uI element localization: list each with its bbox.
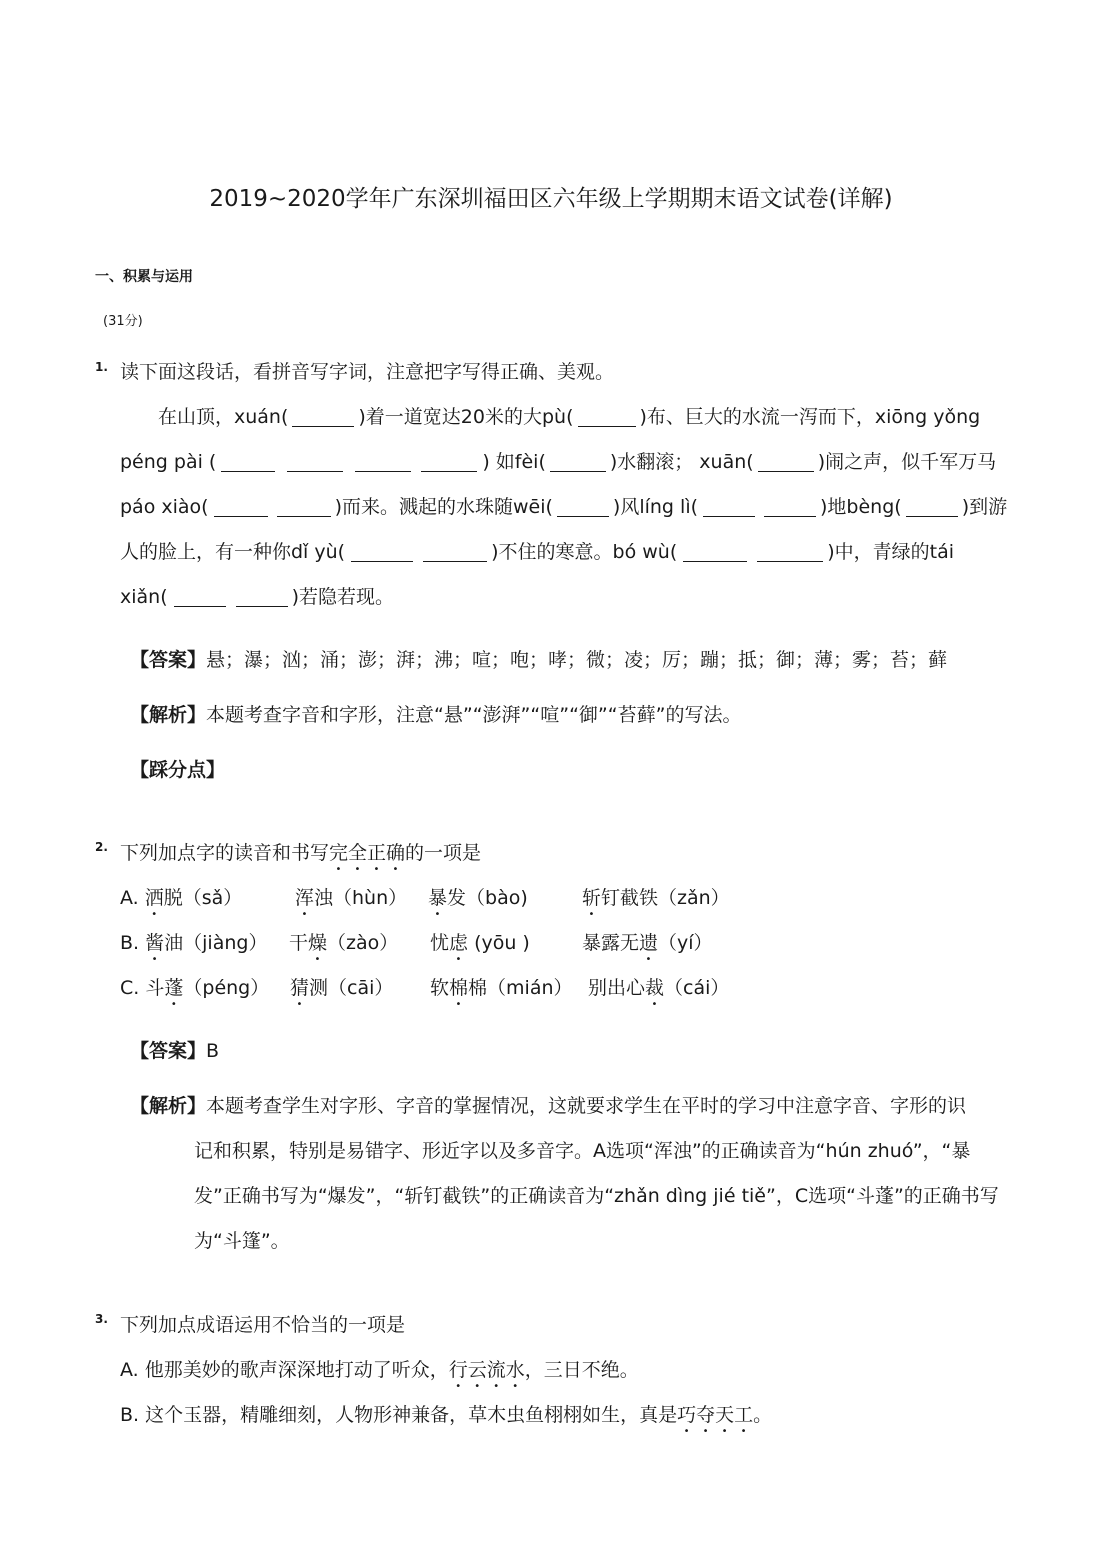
section-heading: 一、积累与运用 [95, 269, 193, 285]
option-b-item: 干燥（zào） [289, 932, 399, 954]
answer-blank[interactable] [221, 451, 275, 472]
answer-text: 悬；瀑；汹；涌；澎；湃；沸；喧；咆；哮；微；凌；厉；蹦；抵；御；薄；雾；苔；藓 [206, 649, 948, 671]
analysis-text: 本题考查字音和字形，注意“悬”“澎湃”“喧”“御”“苔藓”的写法。 [206, 704, 742, 726]
section-score: (31分) [103, 314, 143, 329]
answer-blank[interactable] [758, 451, 814, 472]
option-c: C. 斗蓬（péng） [120, 977, 270, 999]
option-a: A. 洒脱（sǎ） [120, 887, 243, 909]
question-prompt: 下列加点成语运用不恰当的一项是 [120, 1314, 406, 1336]
answer-blank[interactable] [236, 586, 288, 607]
scoring-points-label: 【踩分点】 [130, 759, 226, 781]
analysis-text: 本题考查学生对字形、字音的掌握情况，这就要求学生在平时的学习中注意字音、字形的识 [206, 1095, 967, 1117]
answer-line [130, 1036, 219, 1066]
answer-blank[interactable] [557, 496, 609, 517]
passage-line-5: xiǎn( )若隐若现。 [120, 586, 395, 608]
question-number: 3. [95, 1312, 108, 1326]
question-prompt: 读下面这段话，看拼音写字词，注意把字写得正确、美观。 [120, 361, 615, 383]
analysis-text: 记和积累，特别是易错字、形近字以及多音字。A选项“浑浊”的正确读音为“hún zhuó”，“暴 [194, 1140, 971, 1162]
option-b-item: 忧虑 (yōu ) [430, 932, 530, 954]
option-a-item: 暴发（bào) [428, 887, 528, 909]
answer-blank[interactable] [578, 406, 636, 427]
question-number: 1. [95, 360, 108, 374]
answer-blank[interactable] [214, 496, 268, 517]
answer-blank[interactable] [550, 451, 606, 472]
answer-label: 【答案】 [130, 649, 207, 671]
analysis-line [130, 700, 741, 730]
option-b: B. 酱油（jiàng） [120, 932, 268, 954]
answer-blank[interactable] [683, 541, 747, 562]
answer-text: B [206, 1040, 220, 1062]
dotted-idiom: 行云流水 [448, 1359, 525, 1381]
answer-blank[interactable] [292, 406, 354, 427]
analysis-label: 【解析】 [130, 1095, 207, 1117]
passage-line-3: páo xiào( )而来。溅起的水珠随wēi( )风líng lì( )地bèng( )到游 [120, 496, 1008, 518]
analysis-text: 为“斗篷”。 [194, 1230, 290, 1252]
answer-label: 【答案】 [130, 1040, 207, 1062]
passage-line-2: péng pài ( ) 如fèi( )水翻滚； xuān( )闹之声，似千军万马 [120, 451, 997, 473]
answer-blank[interactable] [703, 496, 755, 517]
answer-blank[interactable] [277, 496, 331, 517]
option-c-item: 猜测（cāi） [290, 977, 394, 999]
answer-line [130, 645, 947, 675]
answer-blank[interactable] [287, 451, 343, 472]
option-a-item: 浑浊（hùn） [295, 887, 408, 909]
option-a-item: 斩钉截铁（zǎn） [582, 887, 730, 909]
option-c-item: 别出心裁（cái） [588, 977, 730, 999]
passage-line-1: 在山顶，xuán( )着一道宽达20米的大pù( )布、巨大的水流一泻而下，xiōng yǒng [158, 406, 981, 428]
option-a: A. 他那美妙的歌声深深地打动了听众，行云流水，三日不绝。 [120, 1359, 639, 1381]
analysis-label: 【解析】 [130, 704, 207, 726]
answer-blank[interactable] [757, 541, 823, 562]
question-number: 2. [95, 840, 108, 854]
analysis-line [130, 1091, 966, 1121]
answer-blank[interactable] [351, 541, 413, 562]
answer-blank[interactable] [906, 496, 958, 517]
answer-blank[interactable] [423, 541, 487, 562]
option-b-item: 暴露无遗（yí） [582, 932, 713, 954]
page-title: 2019~2020学年广东深圳福田区六年级上学期期末语文试卷(详解) [209, 186, 893, 212]
option-b: B. 这个玉器，精雕细刻，人物形神兼备，草木虫鱼栩栩如生，真是巧夺天工。 [120, 1404, 773, 1426]
answer-blank[interactable] [421, 451, 477, 472]
answer-blank[interactable] [764, 496, 816, 517]
option-c-item: 软棉棉（mián） [430, 977, 573, 999]
passage-line-4: 人的脸上，有一种你dǐ yù( )不住的寒意。bó wù( )中，青绿的tái [120, 541, 955, 563]
analysis-text: 发”正确书写为“爆发”，“斩钉截铁”的正确读音为“zhǎn dìng jié tiě”，C选项“斗蓬”的正确书写 [194, 1185, 999, 1207]
dotted-idiom: 巧夺天工 [677, 1404, 754, 1426]
question-prompt: 下列加点字的读音和书写完全正确的一项是 [120, 842, 482, 864]
answer-blank[interactable] [174, 586, 226, 607]
answer-blank[interactable] [355, 451, 411, 472]
